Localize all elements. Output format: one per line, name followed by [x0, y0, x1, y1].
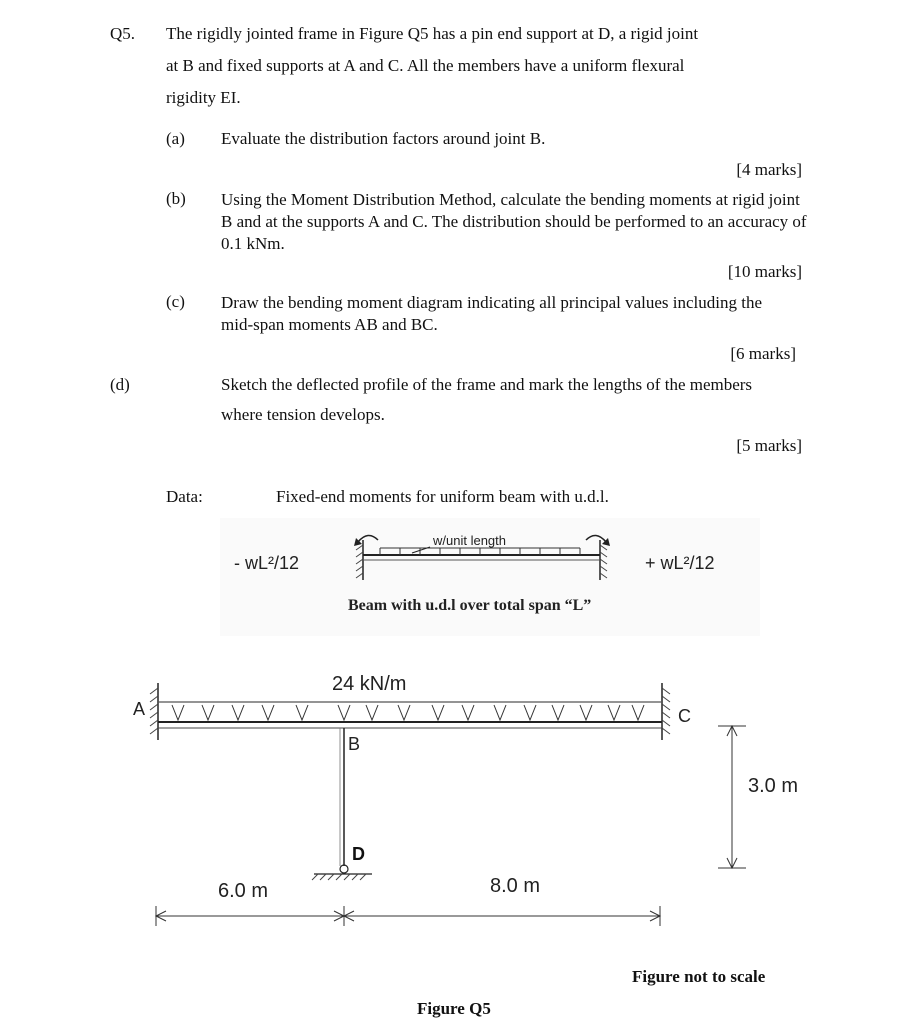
part-a-marks: [4 marks] [736, 160, 802, 179]
support-a-fixed [150, 683, 158, 740]
support-d-pin [312, 865, 372, 880]
part-a-text: Evaluate the distribution factors around joint B. [221, 129, 546, 148]
node-b-label: B [348, 734, 361, 754]
fem-right-moment: + wL²/12 [645, 553, 715, 573]
span-ab-label: 6.0 m [218, 880, 269, 902]
fem-caption: Beam with u.d.l over total span “L” [348, 597, 592, 614]
part-b-marks: [10 marks] [727, 262, 802, 281]
figure-caption: Figure Q5 [417, 999, 491, 1018]
question-intro-line-2: at B and fixed supports at A and C. All the members have a uniform flexural [166, 56, 685, 75]
part-a-label: (a) [166, 129, 185, 148]
frame-load-label: 24 kN/m [332, 673, 407, 695]
part-c-marks: [6 marks] [730, 344, 796, 363]
fem-left-moment: - wL²/12 [234, 553, 300, 573]
node-c-label: C [678, 706, 691, 726]
question-number: Q5. [110, 24, 136, 43]
height-bd-label: 3.0 m [748, 775, 799, 797]
part-d-marks: [5 marks] [736, 436, 802, 455]
figure-scale-note: Figure not to scale [632, 967, 766, 986]
part-d-label: (d) [110, 375, 130, 394]
part-c-label: (c) [166, 292, 185, 311]
node-d-label: D [352, 844, 365, 864]
horizontal-dimension [156, 906, 660, 926]
span-bc-label: 8.0 m [490, 875, 541, 897]
part-c-text: Draw the bending moment diagram indicating all principal values including the mid-span moments AB and BC. [221, 293, 763, 334]
data-label: Data: [166, 487, 203, 506]
data-title: Fixed-end moments for uniform beam with u.d.l. [276, 487, 609, 506]
part-d-text-line-1: Sketch the deflected profile of the frame and mark the lengths of the members [221, 375, 753, 394]
part-b-label: (b) [166, 189, 186, 208]
vertical-dimension [718, 726, 746, 868]
frame-udl-arrows [172, 705, 644, 720]
part-b-text: Using the Moment Distribution Method, calculate the bending moments at rigid joint B and at the supports A and C. The distribution should be performed to an accuracy of 0.1 kNm. [221, 190, 807, 253]
question-intro-line-3: rigidity EI. [166, 88, 241, 107]
frame-figure [133, 673, 798, 926]
part-d-text-line-2: where tension develops. [221, 405, 385, 424]
node-a-label: A [133, 699, 146, 719]
fem-load-label: w/unit length [433, 533, 506, 548]
support-c-fixed [662, 683, 670, 740]
question-intro-line-1: The rigidly jointed frame in Figure Q5 has a pin end support at D, a rigid joint [166, 24, 699, 43]
